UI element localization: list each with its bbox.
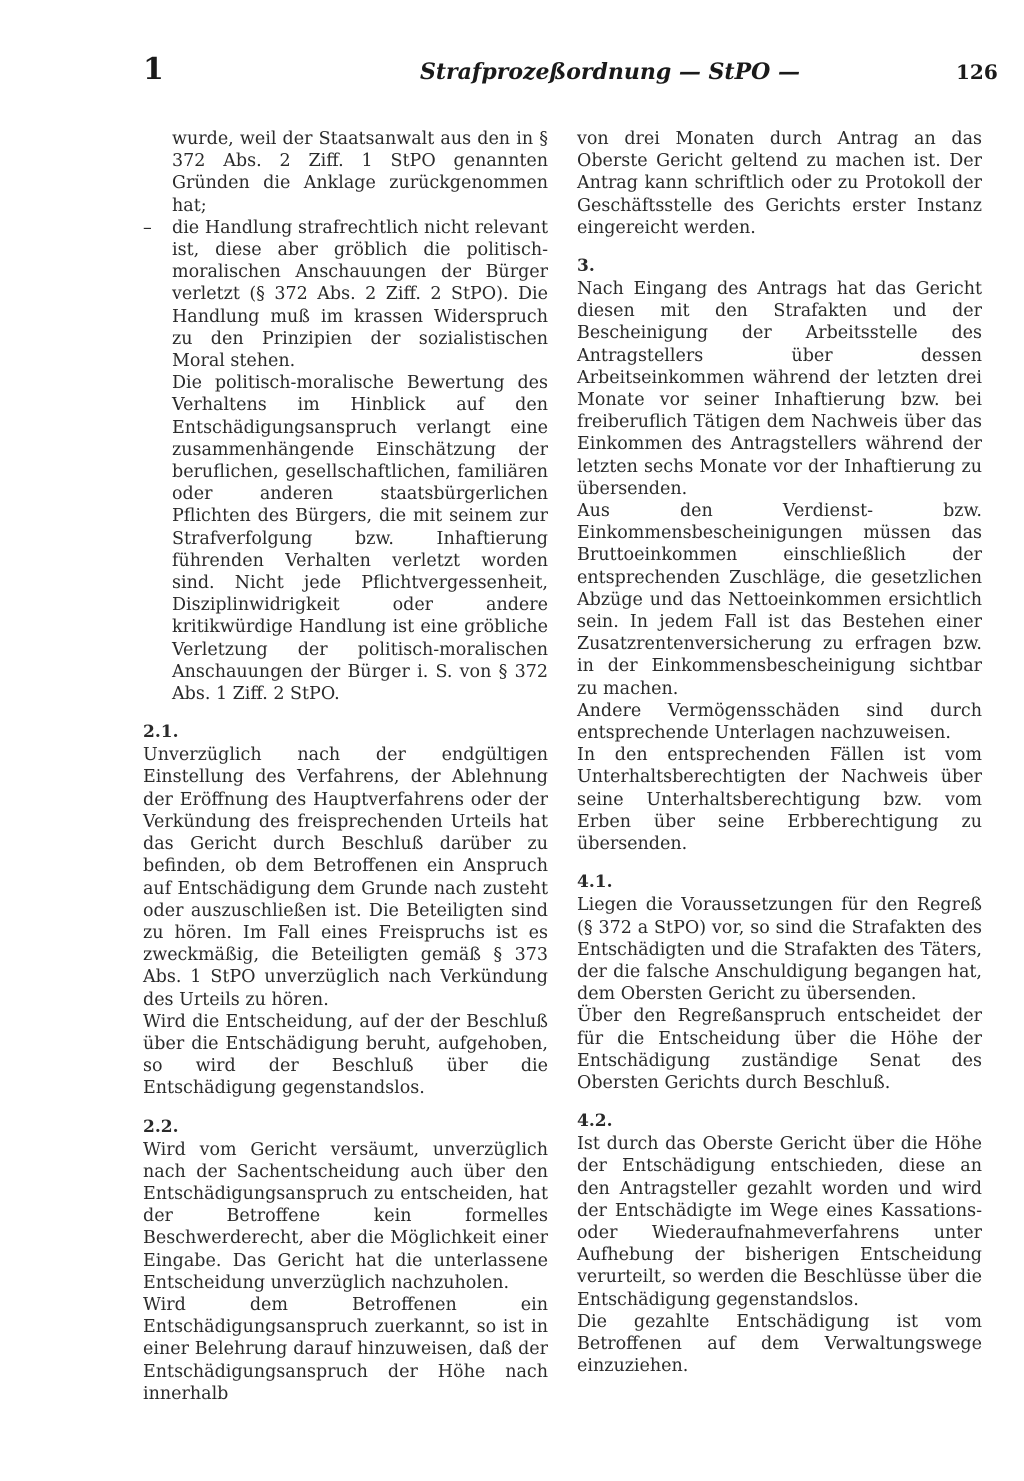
paragraph: Die politisch-moralische Bewertung des Verhaltens im Hinblick auf den Entschädigungsanspruch verlangt eine zusammenhängende Einschätzung der beruflichen, gesellschaftlichen, familiären oder anderen staatsbürgerlichen Pflichten des Bürgers, die mit seinem zur Strafverfolgung bzw. Inhaftierung führenden Verhalten verletzt worden sind. Nicht jede Pflichtvergessenheit, Disziplinwidrigkeit oder andere kritikwürdige Handlung ist eine gröbliche Verletzung der politisch-moralischen Anschauungen der Bürger i. S. von § 372 Abs. 1 Ziff. 2 StPO. <box>172 373 548 705</box>
paragraph: Die gezahlte Entschädigung ist vom Betroffenen auf dem Verwaltungswege einzuziehen. <box>577 1311 982 1377</box>
section-heading: 2.2. <box>143 1116 179 1137</box>
paragraph: Wird die Entscheidung, auf der der Beschluß über die Entschädigung beruht, aufgehoben, so wird der Beschluß über die Entschädigung gegenstandslos. <box>143 1011 548 1099</box>
section-heading: 3. <box>577 256 595 277</box>
paragraph: Unverzüglich nach der endgültigen Einstellung des Verfahrens, der Ablehnung der Eröffnung des Hauptverfahrens oder der Verkündung des freisprechenden Urteils hat das Gericht durch Beschluß darüber zu befinden, ob dem Betroffenen ein Anspruch auf Entschädigung dem Grunde nach zusteht oder auszuschließen ist. Die Beteiligten sind zu hören. Im Fall eines Freispruchs ist es zweckmäßig, die Beteiligten gemäß § 373 Abs. 1 StPO unverzüglich nach Verkündung des Urteils zu hören. <box>143 745 548 1010</box>
paragraph: Über den Regreßanspruch entscheidet der für die Entscheidung über die Höhe der Entschädigung zuständige Senat des Obersten Gerichts durch Beschluß. <box>577 1006 982 1093</box>
paragraph: von drei Monaten durch Antrag an das Oberste Gericht geltend zu machen ist. Der Antrag kann schriftlich oder zu Protokoll der Geschäftsstelle des Gerichts erster Instanz eingereicht werden. <box>577 129 982 238</box>
paragraph: Wird dem Betroffenen ein Entschädigungsanspruch zuerkannt, so ist in einer Belehrung darauf hinzuweisen, daß der Entschädigungsanspruch der Höhe nach innerhalb <box>143 1294 548 1404</box>
paragraph: wurde, weil der Staatsanwalt aus den in § 372 Abs. 2 Ziff. 1 StPO genannten Gründen die Anklage zurückgenommen hat; <box>172 129 548 216</box>
paragraph: Ist durch das Oberste Gericht über die Höhe der Entschädigung entschieden, diese an den Antragsteller gezahlt worden und wird der Entschädigte im Wege eines Kassations- oder Wiederaufnahmeverfahrens unter Aufhebung der bisherigen Entscheidung verurteilt, so werden die Beschlüsse über die Entschädigung gegenstandslos. <box>577 1134 982 1310</box>
chapter-number: 1 <box>143 52 164 87</box>
section-heading: 4.2. <box>577 1111 613 1132</box>
paragraph: In den entsprechenden Fällen ist vom Unterhaltsberechtigten der Nachweis über seine Unterhaltsberechtigung bzw. vom Erben über seine Erbberechtigung zu übersenden. <box>577 745 982 855</box>
right-column <box>577 128 982 1377</box>
paragraph: Aus den Verdienst- bzw. Einkommensbescheinigungen müssen das Bruttoeinkommen einschließlich der entsprechenden Zuschläge, die gesetzlichen Abzüge und das Nettoeinkommen ersichtlich sein. In jedem Fall ist das Bestehen einer Zusatzrentenversicherung zu erfragen bzw. in der Einkommensbescheinigung sichtbar zu machen. <box>577 501 982 699</box>
left-column <box>143 128 548 1405</box>
paragraph: Wird vom Gericht versäumt, unverzüglich nach der Sachentscheidung auch über den Entschädigungsanspruch zu entscheiden, hat der Betroffene kein formelles Beschwerderecht, aber die Möglichkeit einer Eingabe. Das Gericht hat die unterlassene Entscheidung unverzüglich nachzuholen. <box>143 1139 548 1293</box>
section-heading: 4.1. <box>577 872 613 893</box>
paragraph: Nach Eingang des Antrags hat das Gericht diesen mit den Strafakten und der Bescheinigung der Arbeitsstelle des Antragstellers über dessen Arbeitseinkommen während der letzten drei Monate vor seiner Inhaftierung bzw. bei freiberuflich Tätigen dem Nachweis über das Einkommen des Antragstellers während der letzten sechs Monate vor der Inhaftierung zu übersenden. <box>577 279 982 499</box>
paragraph: Liegen die Voraussetzungen für den Regreß (§ 372 a StPO) vor, so sind die Strafakten des Entschädigten und die Strafakten des Täters, der die falsche Anschuldigung begangen hat, dem Obersten Gericht zu übersenden. <box>577 895 982 1005</box>
dash-list-item: – die Handlung strafrechtlich nicht relevant ist, diese aber gröblich die politisch-moralischen Anschauungen der Bürger verletzt (§ 372 Abs. 2 Ziff. 2 StPO). Die Handlung muß im krassen Widerspruch zu den Prinzipien der sozialistischen Moral stehen. <box>143 217 548 372</box>
page-number: 126 <box>956 60 998 84</box>
running-title: Strafprozeßordnung — StPO — <box>420 59 800 85</box>
section-heading: 2.1. <box>143 722 179 743</box>
paragraph: Andere Vermögensschäden sind durch entsprechende Unterlagen nachzuweisen. <box>577 700 982 744</box>
